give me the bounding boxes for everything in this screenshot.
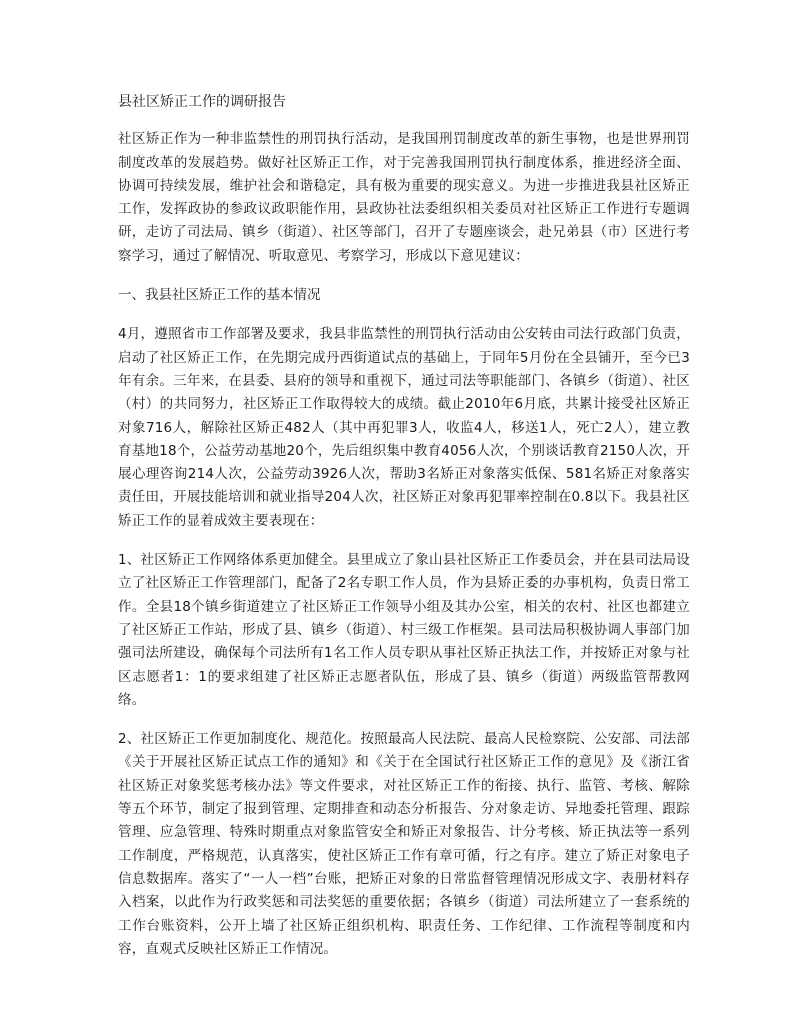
intro-paragraph: 社区矫正作为一种非监禁性的刑罚执行活动，是我国刑罚制度改革的新生事物，也是世界刑罚制度改革的发展趋势。做好社区矫正工作，对于完善我国刑罚执行制度体系，推进经济全面、协调可持续发展，维护社会和谐稳定，具有极为重要的现实意义。为进一步推进我县社区矫正工作，发挥政协的参政议政职能作用，县政协社法委组织相关委员对社区矫正工作进行专题调研，走访了司法局、镇乡（街道）、社区等部门，召开了专题座谈会，赴兄弟县（市）区进行考察学习，通过了解情况、听取意见、考察学习，形成以下意见建议： [118, 131, 690, 264]
document-title: 县社区矫正工作的调研报告 [118, 94, 286, 110]
basic-situation-paragraph: 4月，遵照省市工作部署及要求，我县非监禁性的刑罚执行活动由公安转由司法行政部门负责，启动了社区矫正工作，在先期完成丹西街道试点的基础上，于同年5月份在全县铺开，至今已3年有余。三年来，在县委、县府的领导和重视下，通过司法等职能部门、各镇乡（街道）、社区（村）的共同努力，社区矫正工作取得较大的成绩。截止2010年6月底，共累计接受社区矫正对象716人，解除社区矫正482人（其中再犯罪3人，收监4人，移送1人，死亡2人），建立教育基地18个，公益劳动基地20个，先后组织集中教育4056人次，个别谈话教育2150人次，开展心理咨询214人次，公益劳动3926人次，帮助3名矫正对象落实低保、581名矫正对象落实责任田，开展技能培训和就业指导204人次，社区矫正对象再犯罪率控制在0.8以下。我县社区矫正工作的显着成效主要表现在： [118, 326, 690, 529]
document-page [118, 92, 690, 977]
point-institutionalization: 2、社区矫正工作更加制度化、规范化。按照最高人民法院、最高人民检察院、公安部、司法部《关于开展社区矫正试点工作的通知》和《关于在全国试行社区矫正工作的意见》及《浙江省社区矫正对象奖惩考核办法》等文件要求，对社区矫正工作的衔接、执行、监管、考核、解除等五个环节，制定了报到管理、定期排查和动态分析报告、分对象走访、异地委托管理、跟踪管理、应急管理、特殊时期重点对象监管安全和矫正对象报告、计分考核、矫正执法等一系列工作制度，严格规范，认真落实，使社区矫正工作有章可循，行之有序。建立了矫正对象电子信息数据库。落实了“一人一档”台账，把矫正对象的日常监督管理情况形成文字、表册材料存入档案，以此作为行政奖惩和司法奖惩的重要依据；各镇乡（街道）司法所建立了一套系统的工作台账资料，公开上墙了社区矫正组织机构、职责任务、工作纪律、工作流程等制度和内容，直观式反映社区矫正工作情况。 [118, 731, 690, 957]
point-network-system: 1、社区矫正工作网络体系更加健全。县里成立了象山县社区矫正工作委员会，并在县司法局设立了社区矫正工作管理部门，配备了2名专职工作人员，作为县矫正委的办事机构，负责日常工作。全县18个镇乡街道建立了社区矫正工作领导小组及其办公室，相关的农村、社区也都建立了社区矫正工作站，形成了县、镇乡（街道）、村三级工作框架。县司法局积极协调人事部门加强司法所建设，确保每个司法所有1名工作人员专职从事社区矫正执法工作，并按矫正对象与社区志愿者1：1的要求组建了社区矫正志愿者队伍，形成了县、镇乡（街道）两级监管帮教网络。 [118, 552, 690, 708]
section-heading-basic-situation: 一、我县社区矫正工作的基本情况 [118, 287, 321, 304]
